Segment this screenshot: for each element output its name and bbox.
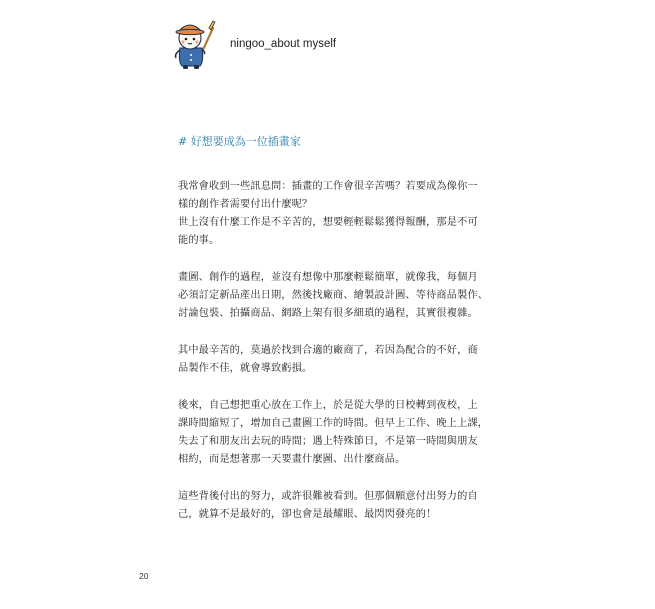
text-line: 課時間縮短了，增加自己畫圖工作的時間。但早上工作、晚上上課， — [178, 418, 489, 429]
text-line: 品製作不佳，就會導致虧損。 — [178, 363, 313, 374]
text-line: 世上沒有什麼工作是不辛苦的，想要輕輕鬆鬆獲得報酬，那是不可 — [178, 217, 478, 228]
text-line: 能的事。 — [178, 235, 220, 246]
text-line: 己，就算不是最好的，卻也會是最耀眼、最閃閃發亮的！ — [178, 509, 437, 520]
text-line: 畫圖、創作的過程，並沒有想像中那麼輕鬆簡單，就像我，每個月 — [178, 272, 478, 283]
text-line: 相約，而是想著那一天要畫什麼圖、出什麼商品。 — [178, 454, 406, 465]
section-heading: # 好想要成為一位插畫家 — [178, 135, 301, 148]
text-line: 失去了和朋友出去玩的時間；遇上特殊節日，不是第一時間與朋友 — [178, 436, 478, 447]
page-number: 20 — [139, 571, 149, 581]
article-body — [178, 178, 489, 543]
header-title: ningoo_about myself — [230, 38, 337, 50]
text-line: 其中最辛苦的，莫過於找到合適的廠商了，若因為配合的不好，商 — [178, 345, 478, 356]
text-line: 必須訂定新品產出日期，然後找廠商、繪製設計圖、等待商品製作、 — [178, 290, 489, 301]
paragraph — [178, 397, 489, 469]
paragraph — [178, 269, 489, 323]
paragraph — [178, 178, 480, 250]
text-line: 我常會收到一些訊息問：插畫的工作會很辛苦嗎？若要成為像你一 — [178, 181, 478, 192]
paragraph — [178, 488, 480, 524]
text-line: 這些背後付出的努力，或許很難被看到。但那個願意付出努力的自 — [178, 491, 478, 502]
paragraph — [178, 342, 480, 378]
ningoo-mascot-icon — [168, 18, 216, 70]
text-line: 討論包裝、拍攝商品、網路上架有很多細瑣的過程，其實很複雜。 — [178, 308, 478, 319]
text-line: 樣的創作者需要付出什麼呢？ — [178, 199, 313, 210]
text-line: 後來，自己想把重心放在工作上，於是從大學的日校轉到夜校，上 — [178, 400, 478, 411]
